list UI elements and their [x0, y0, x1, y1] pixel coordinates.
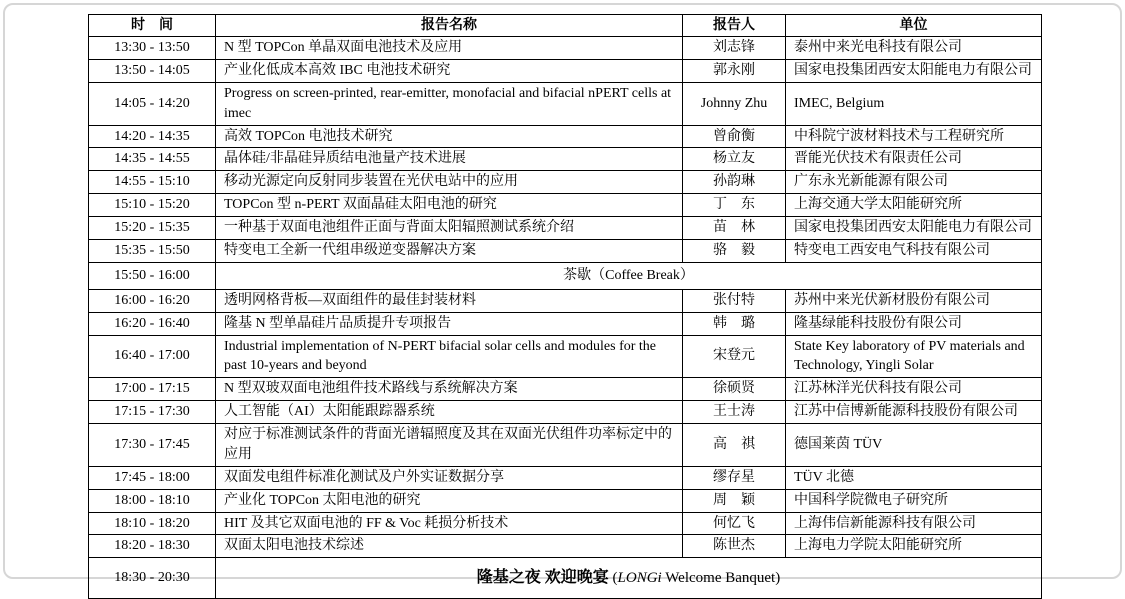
time-cell: 14:55 - 15:10: [89, 171, 216, 194]
schedule-row: [89, 489, 1042, 512]
speaker-cell: 郭永刚: [683, 59, 786, 82]
time-cell: 16:20 - 16:40: [89, 312, 216, 335]
org-cell: 上海伟信新能源科技有限公司: [786, 512, 1042, 535]
speaker-cell: Johnny Zhu: [683, 82, 786, 125]
talk-title-cell: 产业化 TOPCon 太阳电池的研究: [216, 489, 683, 512]
header-time: 时 间: [89, 15, 216, 37]
header-org: 单位: [786, 15, 1042, 37]
banquet-title-cn: 隆基之夜 欢迎晚宴: [477, 569, 609, 586]
speaker-cell: 韩 璐: [683, 312, 786, 335]
schedule-row: [89, 148, 1042, 171]
banquet-paren-open: (: [609, 570, 618, 586]
schedule-row: [89, 217, 1042, 240]
header-speaker: 报告人: [683, 15, 786, 37]
talk-title-cell: 隆基 N 型单晶硅片品质提升专项报告: [216, 312, 683, 335]
time-cell: 14:20 - 14:35: [89, 125, 216, 148]
time-cell: 14:35 - 14:55: [89, 148, 216, 171]
talk-title-cell: TOPCon 型 n-PERT 双面晶硅太阳电池的研究: [216, 194, 683, 217]
schedule-row: [89, 378, 1042, 401]
speaker-cell: 徐硕贤: [683, 378, 786, 401]
schedule-row: [89, 125, 1042, 148]
org-cell: 江苏林洋光伏科技有限公司: [786, 378, 1042, 401]
org-cell: 上海电力学院太阳能研究所: [786, 535, 1042, 558]
talk-title-cell: 一种基于双面电池组件正面与背面太阳辐照测试系统介绍: [216, 217, 683, 240]
org-cell: 特变电工西安电气科技有限公司: [786, 239, 1042, 262]
speaker-cell: 骆 毅: [683, 239, 786, 262]
time-cell: 13:50 - 14:05: [89, 59, 216, 82]
schedule-row: [89, 535, 1042, 558]
talk-title-cell: 高效 TOPCon 电池技术研究: [216, 125, 683, 148]
org-cell: 隆基绿能科技股份有限公司: [786, 312, 1042, 335]
schedule-row: [89, 289, 1042, 312]
talk-title-cell: 移动光源定向反射同步装置在光伏电站中的应用: [216, 171, 683, 194]
time-cell: 18:10 - 18:20: [89, 512, 216, 535]
speaker-cell: 苗 林: [683, 217, 786, 240]
time-cell: 15:10 - 15:20: [89, 194, 216, 217]
agenda-table: [88, 14, 1042, 599]
speaker-cell: 丁 东: [683, 194, 786, 217]
speaker-cell: 缪存星: [683, 466, 786, 489]
org-cell: State Key laboratory of PV materials and Technology, Yingli Solar: [786, 335, 1042, 378]
speaker-cell: 刘志锋: [683, 37, 786, 60]
org-cell: IMEC, Belgium: [786, 82, 1042, 125]
org-cell: 中国科学院微电子研究所: [786, 489, 1042, 512]
talk-title-cell: Industrial implementation of N-PERT bifacial solar cells and modules for the past 10-years and beyond: [216, 335, 683, 378]
schedule-row: [89, 82, 1042, 125]
org-cell: 晋能光伏技术有限责任公司: [786, 148, 1042, 171]
speaker-cell: 曾俞衡: [683, 125, 786, 148]
talk-title-cell: N 型 TOPCon 单晶双面电池技术及应用: [216, 37, 683, 60]
org-cell: TÜV 北德: [786, 466, 1042, 489]
time-cell: 17:00 - 17:15: [89, 378, 216, 401]
time-cell: 13:30 - 13:50: [89, 37, 216, 60]
speaker-cell: 张付特: [683, 289, 786, 312]
time-cell: 14:05 - 14:20: [89, 82, 216, 125]
talk-title-cell: 双面太阳电池技术综述: [216, 535, 683, 558]
schedule-row: [89, 424, 1042, 467]
org-cell: 广东永光新能源有限公司: [786, 171, 1042, 194]
talk-title-cell: 人工智能（AI）太阳能跟踪器系统: [216, 401, 683, 424]
schedule-row: [89, 239, 1042, 262]
speaker-cell: 宋登元: [683, 335, 786, 378]
schedule-row: [89, 466, 1042, 489]
time-cell: 15:20 - 15:35: [89, 217, 216, 240]
speaker-cell: 杨立友: [683, 148, 786, 171]
talk-title-cell: 特变电工全新一代组串级逆变器解决方案: [216, 239, 683, 262]
time-cell: 16:00 - 16:20: [89, 289, 216, 312]
banquet-longi: LONGi: [618, 570, 662, 586]
time-cell: 18:20 - 18:30: [89, 535, 216, 558]
talk-title-cell: HIT 及其它双面电池的 FF & Voc 耗损分析技术: [216, 512, 683, 535]
speaker-cell: 周 颖: [683, 489, 786, 512]
talk-title-cell: 对应于标准测试条件的背面光谱辐照度及其在双面光伏组件功率标定中的应用: [216, 424, 683, 467]
schedule-row: [89, 401, 1042, 424]
org-cell: 德国莱茵 TÜV: [786, 424, 1042, 467]
banquet-title-en: Welcome Banquet): [662, 570, 780, 586]
schedule-row: [89, 312, 1042, 335]
banquet-row: [89, 558, 1042, 599]
org-cell: 上海交通大学太阳能研究所: [786, 194, 1042, 217]
talk-title-cell: N 型双玻双面电池组件技术路线与系统解决方案: [216, 378, 683, 401]
org-cell: 国家电投集团西安太阳能电力有限公司: [786, 59, 1042, 82]
schedule-row: [89, 512, 1042, 535]
org-cell: 苏州中来光伏新材股份有限公司: [786, 289, 1042, 312]
org-cell: 江苏中信博新能源科技股份有限公司: [786, 401, 1042, 424]
speaker-cell: 王士涛: [683, 401, 786, 424]
org-cell: 国家电投集团西安太阳能电力有限公司: [786, 217, 1042, 240]
org-cell: 泰州中来光电科技有限公司: [786, 37, 1042, 60]
speaker-cell: 孙韵琳: [683, 171, 786, 194]
schedule-row: [89, 171, 1042, 194]
time-cell: 17:45 - 18:00: [89, 466, 216, 489]
break-row: [89, 262, 1042, 289]
schedule-row: [89, 194, 1042, 217]
schedule-row: [89, 37, 1042, 60]
header-title: 报告名称: [216, 15, 683, 37]
time-cell: 15:35 - 15:50: [89, 239, 216, 262]
speaker-cell: 高 祺: [683, 424, 786, 467]
banquet-cell: [216, 558, 1042, 599]
talk-title-cell: 双面发电组件标准化测试及户外实证数据分享: [216, 466, 683, 489]
speaker-cell: 何忆飞: [683, 512, 786, 535]
talk-title-cell: Progress on screen-printed, rear-emitter, monofacial and bifacial nPERT cells at imec: [216, 82, 683, 125]
talk-title-cell: 晶体硅/非晶硅异质结电池量产技术进展: [216, 148, 683, 171]
talk-title-cell: 透明网格背板—双面组件的最佳封装材料: [216, 289, 683, 312]
time-cell: 15:50 - 16:00: [89, 262, 216, 289]
org-cell: 中科院宁波材料技术与工程研究所: [786, 125, 1042, 148]
talk-title-cell: 产业化低成本高效 IBC 电池技术研究: [216, 59, 683, 82]
time-cell: 17:30 - 17:45: [89, 424, 216, 467]
header-row: [89, 15, 1042, 37]
time-cell: 16:40 - 17:00: [89, 335, 216, 378]
time-cell: 18:00 - 18:10: [89, 489, 216, 512]
schedule-row: [89, 59, 1042, 82]
schedule-row: [89, 335, 1042, 378]
time-cell: 18:30 - 20:30: [89, 558, 216, 599]
coffee-break-cell: 茶歇（Coffee Break）: [216, 262, 1042, 289]
speaker-cell: 陈世杰: [683, 535, 786, 558]
time-cell: 17:15 - 17:30: [89, 401, 216, 424]
